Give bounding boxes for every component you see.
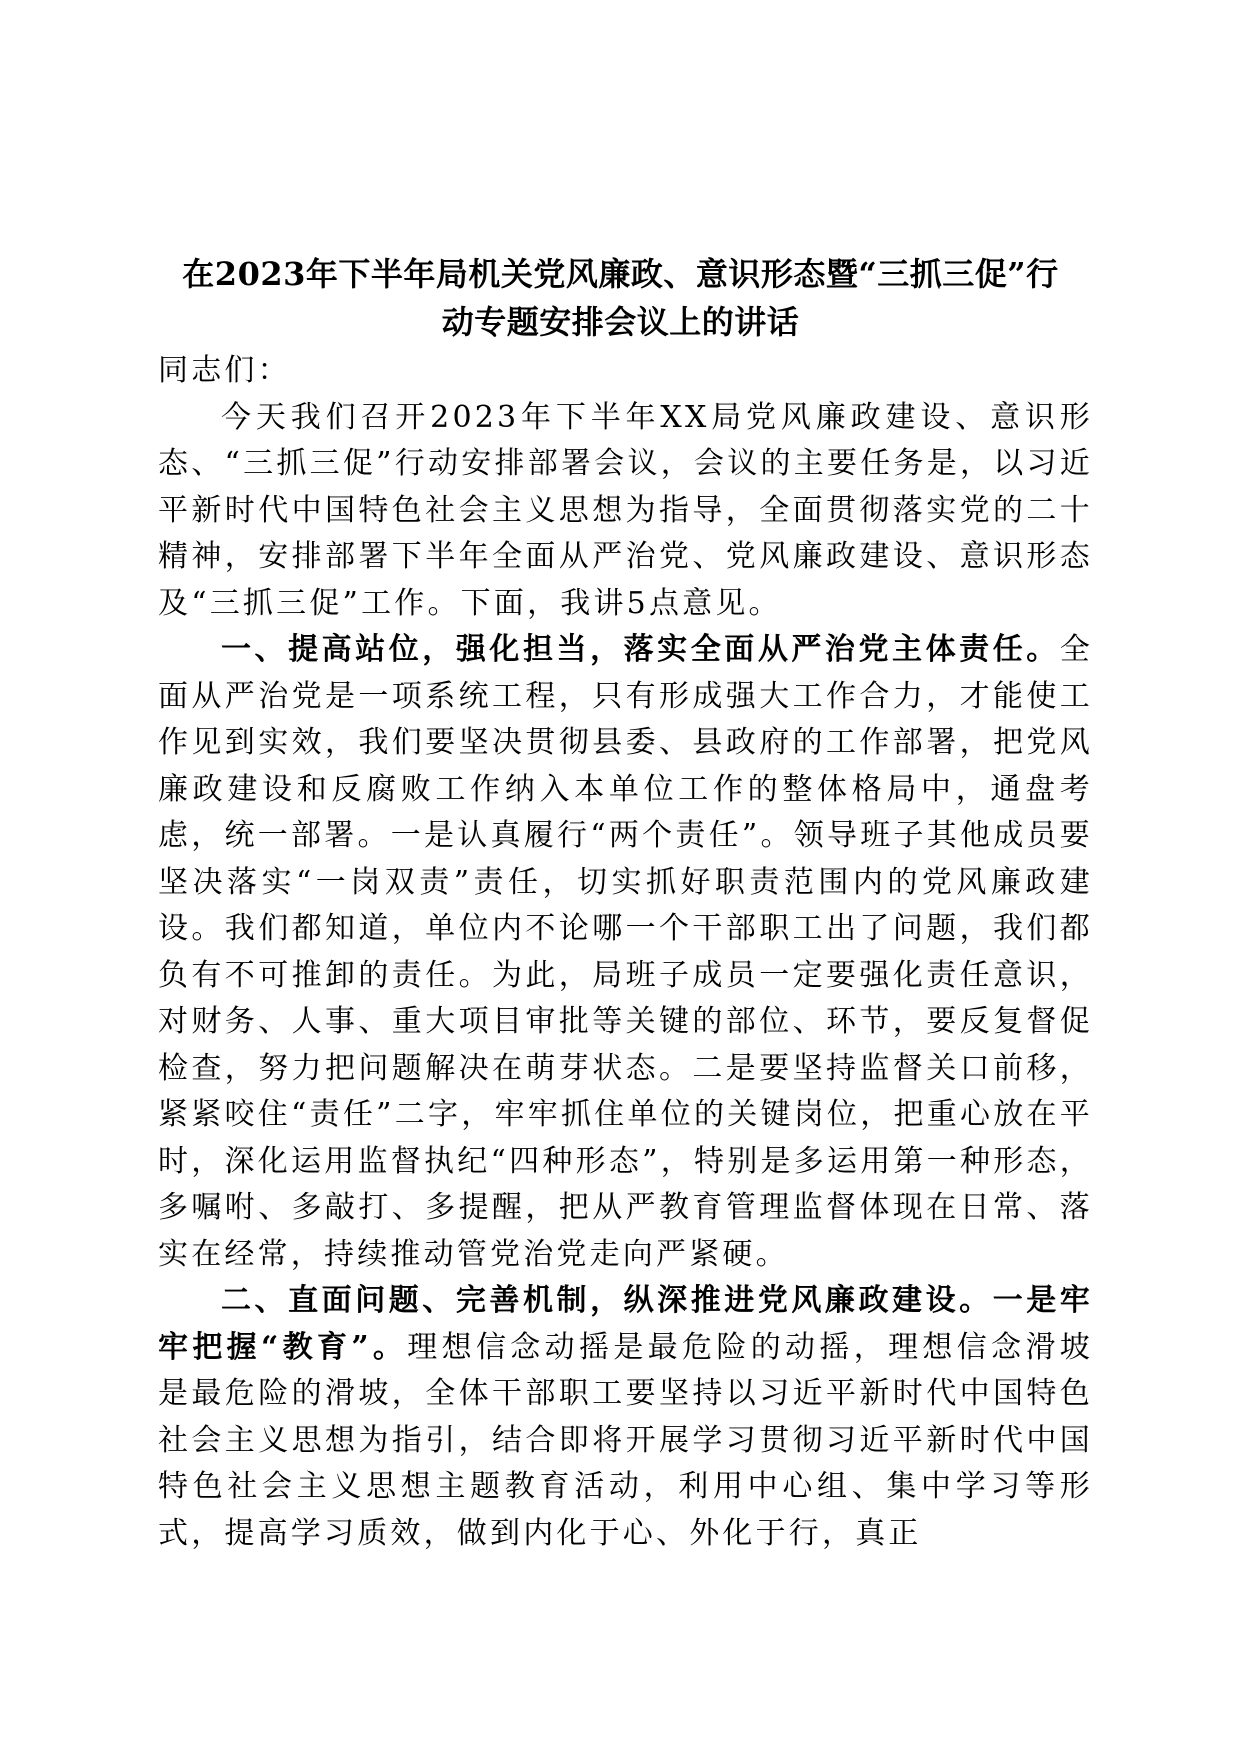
title-line-1: 在2023年下半年局机关党风廉政、意识形态暨“三抓三促”行 — [182, 255, 1059, 293]
section-2-body: 理想信念动摇是最危险的动摇，理想信念滑坡是最危险的滑坡，全体干部职工要坚持以习近平新时代中国特色社会主义思想为指引，结合即将开展学习贯彻习近平新时代中国特色社会主义思想主题教育活动，利用中心组、集中学习等形式，提高学习质效，做到内化于心、外化于行，真正 — [158, 1329, 1093, 1551]
salutation: 同志们： — [158, 353, 291, 388]
section-1-body: 全面从严治党是一项系统工程，只有形成强大工作合力，才能使工作见到实效，我们要坚决贯彻县委、县政府的工作部署，把党风廉政建设和反腐败工作纳入本单位工作的整体格局中，通盘考虑，统一部署。一是认真履行“两个责任”。领导班子其他成员要坚决落实“一岗双责”责任，切实抓好职责范围内的党风廉政建设。我们都知道，单位内不论哪一个干部职工出了问题，我们都负有不可推卸的责任。为此，局班子成员一定要强化责任意识，对财务、人事、重大项目审批等关键的部位、环节，要反复督促检查，努力把问题解决在萌芽状态。二是要坚持监督关口前移，紧紧咬住“责任”二字，牢牢抓住单位的关键岗位，把重心放在平时，深化运用监督执纪“四种形态”，特别是多运用第一种形态，多嘱咐、多敲打、多提醒，把从严教育管理监督体现在日常、落实在经常，持续推动管党治党走向严紧硬。 — [158, 632, 1093, 1272]
document-title — [148, 250, 1093, 346]
section-2-lead: 一是牢牢把握“教育”。 — [158, 1283, 1093, 1365]
section-2-heading: 二、直面问题、完善机制，纵深推进党风廉政建设。 — [221, 1283, 993, 1318]
section-2-paragraph — [158, 1278, 1093, 1557]
intro-paragraph: 今天我们召开2023年下半年XX局党风廉政建设、意识形态、“三抓三促”行动安排部署会议，会议的主要任务是，以习近平新时代中国特色社会主义思想为指导，全面贯彻落实党的二十精神，安排部署下半年全面从严治党、党风廉政建设、意识形态及“三抓三促”工作。下面，我讲5点意见。 — [158, 399, 1093, 621]
section-1-heading: 一、提高站位，强化担当，落实全面从严治党主体责任。 — [221, 632, 1060, 667]
title-line-2: 动专题安排会议上的讲话 — [441, 303, 800, 341]
document-page — [158, 250, 1093, 1557]
section-1-paragraph — [158, 627, 1093, 1278]
